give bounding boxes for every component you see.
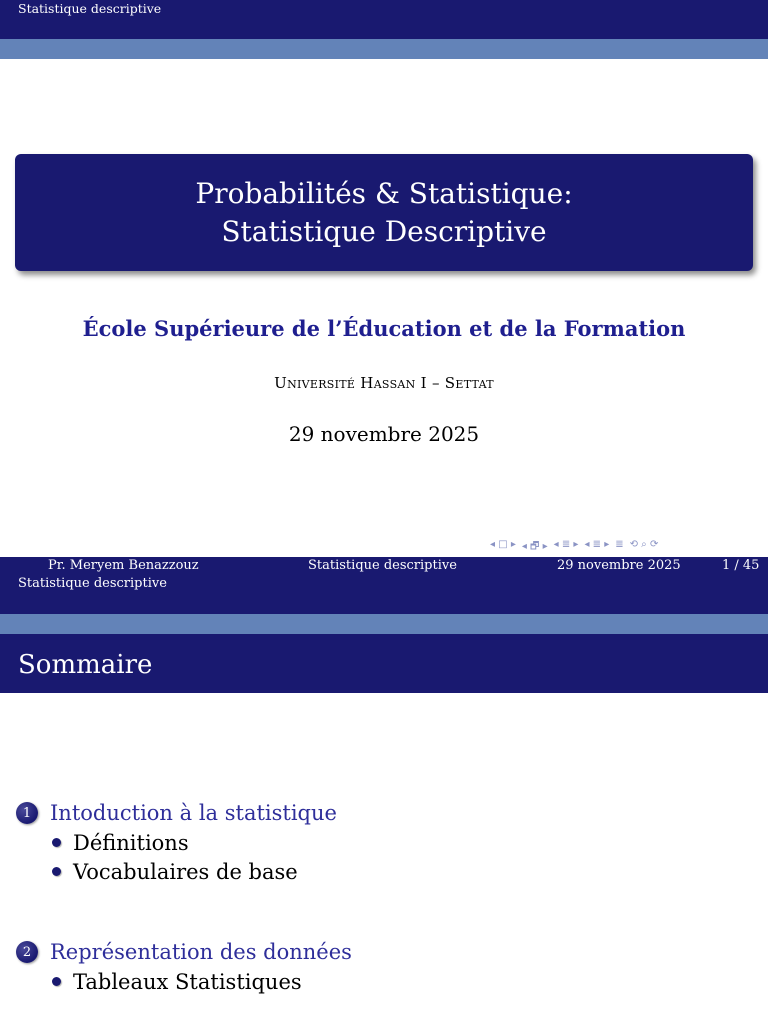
toc-section-1[interactable] (16, 798, 337, 886)
slide1-header-bar (0, 0, 768, 39)
title-line-1: Probabilités & Statistique: (195, 176, 573, 210)
title-line-2: Statistique Descriptive (221, 214, 547, 248)
bullet-icon (52, 867, 61, 876)
toc-section-title[interactable]: Intoduction à la statistique (50, 801, 337, 825)
toc-subsection[interactable] (52, 967, 352, 996)
slide1-header-text: Statistique descriptive (18, 1, 162, 16)
slide2-header-text: Statistique descriptive (18, 576, 167, 591)
footer-title: Statistique descriptive (308, 558, 457, 573)
toc-subsection-label[interactable]: Vocabulaires de base (73, 859, 298, 884)
toc-section-heading[interactable] (16, 937, 352, 967)
toc-subsection-label[interactable]: Définitions (73, 830, 189, 855)
nav-align-icon[interactable]: ≣ (615, 539, 624, 550)
toc-subsection-label[interactable]: Tableaux Statistiques (73, 969, 302, 994)
toc-section-2[interactable] (16, 937, 352, 996)
toc-subsection[interactable] (52, 828, 337, 857)
slide2-header-stripe (0, 614, 768, 634)
nav-section-icon[interactable]: ◂ ≣ ▸ (553, 539, 579, 550)
toc-section-heading[interactable] (16, 798, 337, 828)
beamer-navigation-controls[interactable] (490, 539, 658, 553)
nav-frame-icon[interactable]: ◂ □ ▸ (490, 539, 516, 550)
bullet-icon (52, 838, 61, 847)
footer-date: 29 novembre 2025 (557, 558, 681, 573)
title-box (15, 154, 753, 271)
footer-bar (0, 557, 768, 614)
university-name: Université Hassan I – Settat (274, 374, 494, 392)
nav-document-icon[interactable]: ◂ ≣ ▸ (584, 539, 610, 550)
section-number-ball: 2 (16, 941, 38, 963)
section-number-ball: 1 (16, 802, 38, 824)
slide2-title: Sommaire (18, 650, 153, 680)
presentation-date: 29 novembre 2025 (288, 422, 480, 446)
footer-author: Pr. Meryem Benazzouz (48, 558, 199, 573)
toc-section-title[interactable]: Représentation des données (50, 940, 352, 964)
nav-subsection-icon[interactable]: ◂ 🗗 ▸ (521, 541, 548, 552)
slide1-header-stripe (0, 39, 768, 59)
bullet-icon (52, 977, 61, 986)
footer-page-number: 1 / 45 (722, 558, 760, 573)
nav-search-icon[interactable]: ⟲ ⌕ ⟳ (629, 539, 659, 550)
toc-subsection[interactable] (52, 857, 337, 886)
institution-name: École Supérieure de l’Éducation et de la Formation (82, 316, 686, 341)
